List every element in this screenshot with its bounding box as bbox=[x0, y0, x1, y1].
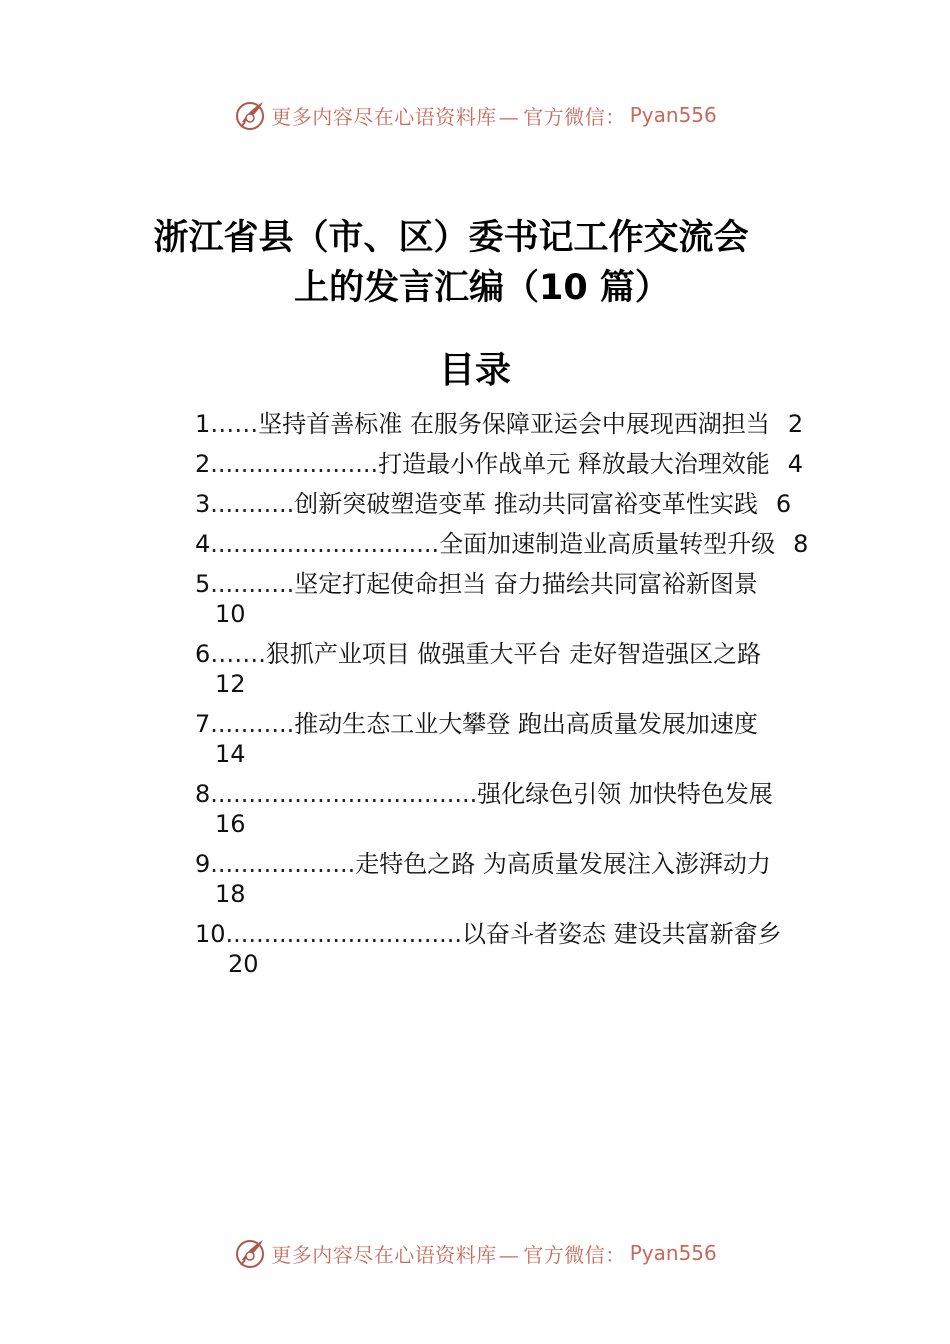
title-line-1: 浙江省县（市、区）委书记工作交流会 bbox=[153, 218, 749, 258]
toc-title: 以奋斗者姿态 建设共富新畲乡 bbox=[462, 920, 782, 948]
toc-entry[interactable] bbox=[195, 849, 845, 909]
toc-entry[interactable] bbox=[195, 489, 845, 519]
toc-entry[interactable] bbox=[195, 409, 845, 439]
toc-leader-dots: ........... bbox=[210, 570, 295, 598]
toc-entry[interactable] bbox=[195, 529, 845, 559]
toc-title: 创新突破塑造变革 推动共同富裕变革性实践 bbox=[294, 490, 758, 518]
toc-entry[interactable] bbox=[195, 449, 845, 479]
toc-page-number: 14 bbox=[215, 740, 246, 768]
toc-number: 9 bbox=[195, 850, 211, 878]
toc-leader-dots: .............................. bbox=[210, 530, 440, 558]
toc-leader-dots: ................... bbox=[210, 850, 356, 878]
toc-title: 推动生态工业大攀登 跑出高质量发展加速度 bbox=[294, 710, 758, 738]
footer-watermark-banner bbox=[0, 1231, 950, 1275]
quill-logo-icon bbox=[233, 1236, 267, 1270]
toc-number: 6 bbox=[195, 640, 211, 668]
toc-title: 坚持首善标准 在服务保障亚运会中展现西湖担当 bbox=[258, 410, 770, 438]
toc-title: 走特色之路 为高质量发展注入澎湃动力 bbox=[355, 850, 771, 878]
toc-number: 1 bbox=[195, 410, 211, 438]
toc-page-number: 20 bbox=[228, 950, 259, 978]
toc-leader-dots: ........... bbox=[210, 490, 295, 518]
banner-text: 更多内容尽在心语资料库 — 官方微信： bbox=[271, 1242, 626, 1267]
toc-leader-dots: ............................... bbox=[225, 920, 463, 948]
toc-number: 5 bbox=[195, 570, 211, 598]
toc-page-number: 18 bbox=[215, 880, 246, 908]
toc-entry[interactable] bbox=[195, 919, 845, 979]
toc-page-number: 10 bbox=[215, 600, 246, 628]
toc-entry[interactable] bbox=[195, 639, 845, 699]
banner-wechat-id: Pyan556 bbox=[629, 1241, 717, 1265]
document-title bbox=[0, 213, 950, 313]
banner-wechat-id: Pyan556 bbox=[629, 103, 717, 127]
toc-page-number: 4 bbox=[787, 450, 804, 478]
toc-title: 坚定打起使命担当 奋力描绘共同富裕新图景 bbox=[294, 570, 758, 598]
toc-page-number: 2 bbox=[787, 410, 804, 438]
toc-leader-dots: …… bbox=[210, 410, 259, 438]
toc-leader-dots: ................................... bbox=[210, 780, 478, 808]
toc-leader-dots: ……. bbox=[210, 640, 266, 668]
banner-text: 更多内容尽在心语资料库 — 官方微信： bbox=[271, 104, 626, 129]
toc-page-number: 16 bbox=[215, 810, 246, 838]
toc-heading: 目录 bbox=[438, 350, 511, 391]
toc-entry[interactable] bbox=[195, 709, 845, 769]
toc-leader-dots: ...................... bbox=[210, 450, 379, 478]
toc-title: 全面加速制造业高质量转型升级 bbox=[439, 530, 776, 558]
header-watermark-banner bbox=[0, 93, 950, 137]
toc-title: 狠抓产业项目 做强重大平台 走好智造强区之路 bbox=[265, 640, 762, 668]
toc-page-number: 8 bbox=[793, 530, 809, 558]
quill-logo-icon bbox=[233, 98, 267, 132]
toc-entry[interactable] bbox=[195, 569, 845, 629]
toc-number: 4 bbox=[195, 530, 211, 558]
toc-entry[interactable] bbox=[195, 779, 845, 839]
table-of-contents bbox=[195, 405, 845, 979]
toc-number: 3 bbox=[195, 490, 211, 518]
toc-title: 强化绿色引领 加快特色发展 bbox=[477, 780, 773, 808]
toc-number: 8 bbox=[195, 780, 211, 808]
toc-number: 10 bbox=[195, 920, 226, 948]
toc-number: 7 bbox=[195, 710, 211, 738]
toc-title: 打造最小作战单元 释放最大治理效能 bbox=[378, 450, 770, 478]
toc-number: 2 bbox=[195, 450, 211, 478]
toc-page-number: 12 bbox=[215, 670, 246, 698]
toc-page-number: 6 bbox=[775, 490, 792, 518]
toc-leader-dots: ........... bbox=[210, 710, 295, 738]
title-line-2: 上的发言汇编（10 篇） bbox=[294, 268, 670, 308]
